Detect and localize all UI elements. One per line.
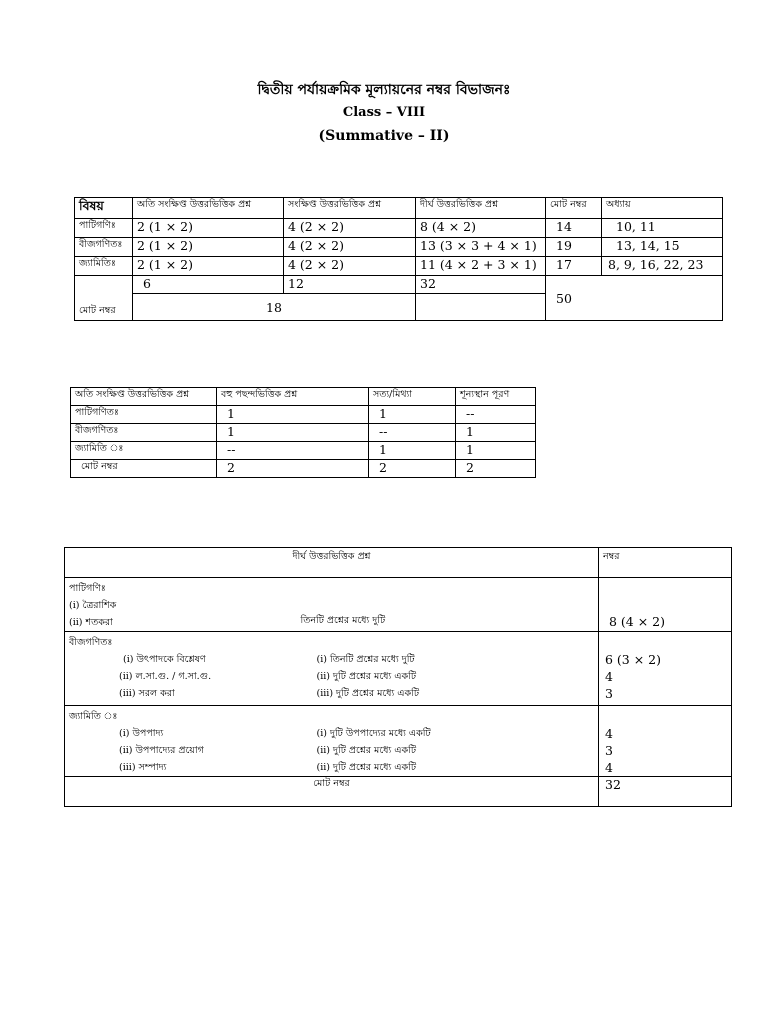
cell: 11 (4 × 2 + 3 × 1) (416, 257, 546, 276)
total-col2: 12 (284, 276, 416, 294)
marks-distribution-table (74, 197, 723, 321)
bijganit-marks (599, 632, 732, 706)
combined-total: 18 (133, 294, 416, 321)
header-true-false: সত্য/মিথ্যা (369, 388, 456, 406)
section-title: জ্যামিতি ঃ (69, 711, 118, 722)
total-label: মোট নম্বর (75, 276, 133, 321)
header-subject: বিষয় (75, 198, 133, 219)
cell: 2 (217, 460, 369, 478)
cell: 1 (369, 442, 456, 460)
table-row (71, 406, 536, 424)
choice-item: (ii) দুটি প্রশ্নের মধ্যে একটি (316, 745, 417, 756)
jyamiti-marks (599, 706, 732, 777)
total-label: মোট নম্বর (65, 777, 599, 807)
choice-item: (iii) দুটি প্রশ্নের মধ্যে একটি (316, 688, 420, 699)
cell: 2 (1 × 2) (133, 257, 284, 276)
marks-item: 6 (3 × 2) (605, 652, 662, 667)
cell: 19 (546, 238, 602, 257)
topic-item: (iii) সরল করা (119, 688, 175, 699)
cell: 13, 14, 15 (602, 238, 723, 257)
choice-item: (i) দুটি উপপাদ্যের মধ্যে একটি (316, 728, 431, 739)
cell: 1 (456, 442, 536, 460)
cell: 4 (2 × 2) (284, 238, 416, 257)
grand-total: 50 (546, 276, 723, 321)
choice-item: (ii) দুটি প্রশ্নের মধ্যে একটি (316, 671, 417, 682)
cell: 1 (217, 424, 369, 442)
bijganit-choices (285, 632, 599, 706)
section-title: বীজগণিতঃ (69, 637, 113, 648)
header-marks: নম্বর (599, 548, 732, 578)
bijganit-topics (65, 632, 285, 706)
marks-item: 4 (605, 760, 613, 775)
cell: 2 (456, 460, 536, 478)
total-col1: 6 (133, 276, 284, 294)
header-long-answer: দীর্ঘ উত্তরভিত্তিক প্রশ্ন (65, 548, 599, 578)
summative-label: (Summative – II) (318, 128, 450, 144)
row-subject: বীজগণিতঃ (75, 238, 133, 257)
table-row (75, 238, 723, 257)
class-label: Class – VIII (342, 105, 426, 120)
choice-item: (i) তিনটি প্রশ্নের মধ্যে দুটি (316, 654, 415, 665)
header-long: দীর্ঘ উত্তরভিত্তিক প্রশ্ন (416, 198, 546, 219)
topic-item: (ii) শতকরা (69, 617, 113, 628)
long-answer-table (64, 547, 732, 807)
topic-item: (ii) উপপাদ্যের প্রয়োগ (119, 745, 204, 756)
row-subject: পাটিগণিতঃ (71, 406, 217, 424)
cell: 2 (1 × 2) (133, 219, 284, 238)
total-col3: 32 (416, 276, 546, 294)
marks-item: 3 (605, 686, 613, 701)
topic-item: (i) উৎপাদকে বিশ্লেষণ (123, 654, 206, 665)
row-subject: জ্যামিতিঃ (75, 257, 133, 276)
cell: 8, 9, 16, 22, 23 (602, 257, 723, 276)
row-subject: বীজগণিতঃ (71, 424, 217, 442)
patiganit-section (65, 578, 732, 632)
cell: 4 (2 × 2) (284, 219, 416, 238)
marks-item: 4 (605, 726, 613, 741)
cell: 10, 11 (602, 219, 723, 238)
jyamiti-topics (65, 706, 285, 777)
topic-item: (i) ত্রৈরাশিক (69, 600, 117, 611)
cell: 1 (217, 406, 369, 424)
header-very-short: অতি সংক্ষিপ্ত উত্তরভিত্তিক প্রশ্ন (133, 198, 284, 219)
cell: 17 (546, 257, 602, 276)
header-very-short: অতি সংক্ষিপ্ত উত্তরভিত্তিক প্রশ্ন (71, 388, 217, 406)
table-header-row (65, 548, 732, 578)
patiganit-topics (65, 578, 285, 632)
cell: -- (217, 442, 369, 460)
patiganit-marks: 8 (4 × 2) (599, 578, 732, 632)
empty-cell (416, 294, 546, 321)
table-row (75, 257, 723, 276)
header-short: সংক্ষিপ্ত উত্তরভিত্তিক প্রশ্ন (284, 198, 416, 219)
row-subject: পাটিগণিঃ (75, 219, 133, 238)
table-row (75, 219, 723, 238)
table-header-row (75, 198, 723, 219)
cell: 1 (369, 406, 456, 424)
cell: 2 (1 × 2) (133, 238, 284, 257)
jyamiti-choices (285, 706, 599, 777)
total-label: মোট নম্বর (71, 460, 217, 478)
header-chapter: অধ্যায় (602, 198, 723, 219)
topic-item: (i) উপপাদ্য (119, 728, 164, 739)
totals-row (71, 460, 536, 478)
patiganit-choice: তিনটি প্রশ্নের মধ্যে দুটি (285, 578, 599, 632)
jyamiti-section (65, 706, 732, 777)
objective-questions-table (70, 387, 536, 478)
cell: 2 (369, 460, 456, 478)
table-row (71, 424, 536, 442)
header-mcq: বহু পছন্দভিত্তিক প্রশ্ন (217, 388, 369, 406)
total-value: 32 (599, 777, 732, 807)
header-fill-blank: শূন্যস্থান পূরণ (456, 388, 536, 406)
topic-item: (ii) ল.সা.গু. / গ.সা.গু. (119, 671, 212, 682)
cell: -- (369, 424, 456, 442)
cell: 8 (4 × 2) (416, 219, 546, 238)
table-row (71, 442, 536, 460)
totals-row (65, 777, 732, 807)
cell: 13 (3 × 3 + 4 × 1) (416, 238, 546, 257)
table-header-row (71, 388, 536, 406)
cell: 1 (456, 424, 536, 442)
section-title: পাটিগণিঃ (69, 583, 106, 594)
header-total: মোট নম্বর (546, 198, 602, 219)
row-subject: জ্যামিতি ঃ (71, 442, 217, 460)
bijganit-section (65, 632, 732, 706)
page-title: দ্বিতীয় পর্যায়ক্রমিক মূল্যায়নের নম্বর বিভাজনঃ (257, 82, 511, 98)
cell: 14 (546, 219, 602, 238)
topic-item: (iii) সম্পাদ্য (119, 762, 167, 773)
marks-item: 3 (605, 743, 613, 758)
totals-row (75, 276, 723, 294)
choice-item: (ii) দুটি প্রশ্নের মধ্যে একটি (316, 762, 417, 773)
cell: 4 (2 × 2) (284, 257, 416, 276)
marks-item: 4 (605, 669, 613, 684)
cell: -- (456, 406, 536, 424)
